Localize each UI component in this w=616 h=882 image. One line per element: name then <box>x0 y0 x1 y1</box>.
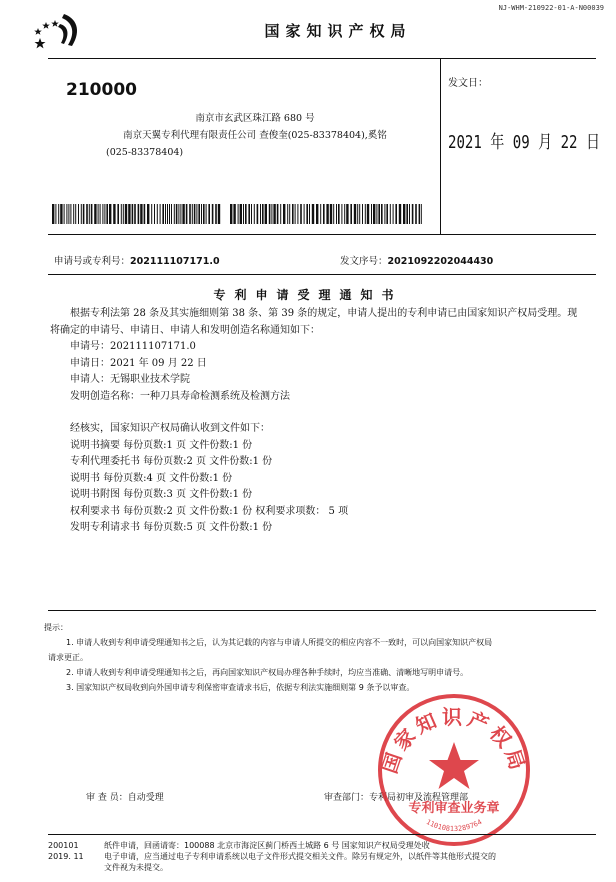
field-application-number: 申请号：202111107171.0 <box>70 341 196 352</box>
form-code: 200101 <box>48 841 79 850</box>
phone-line: (025-83378404) <box>106 147 184 158</box>
examiner: 审 查 员：自动受理 <box>86 793 164 803</box>
agency-line: 南京天翼专利代理有限责任公司 查俊奎(025-83378404),奚铭 <box>123 130 387 141</box>
application-number <box>54 253 220 267</box>
file-item: 权利要求书 每份页数:2 页 文件份数:1 份 权利要求项数： 5 项 <box>70 505 349 517</box>
spacer <box>50 405 586 421</box>
seal-org-text: 国家知识产权局 <box>377 705 531 777</box>
barcode-right <box>230 204 422 224</box>
examining-department: 审查部门：专利局初审及流程管理部 <box>324 793 469 803</box>
serial-number-label: 发文序号： <box>340 256 388 267</box>
footer-row <box>48 851 596 862</box>
svg-text:11010813289764 <box>425 818 483 833</box>
file-item: 说明书 每份页数:4 页 文件份数:1 份 <box>70 472 233 484</box>
footer-electronic-filing: 电子申请，应当通过电子专利申请系统以电子文件形式提交相关文件。除另有规定外，以纸件等其他形式提交的 <box>104 852 496 861</box>
ids-rule <box>48 274 596 275</box>
addressee-block <box>60 110 450 161</box>
serial-number-value: 2021092202044430 <box>387 256 494 267</box>
notes-heading: 提示： <box>44 623 68 632</box>
footer-paper-filing: 纸件申请，回函请寄：100088 北京市海淀区蓟门桥西土城路 6 号 国家知识产权局受理处收 <box>104 841 430 850</box>
field-applicant: 申请人：无锡职业技术学院 <box>70 374 190 385</box>
note-1: 1. 申请人收到专利申请受理通知书之后，认为其记载的内容与申请人所提交的相应内容不一致时，可以向国家知识产权局 <box>66 638 493 647</box>
note-2: 2. 申请人收到专利申请受理通知书之后，再向国家知识产权局办理各种手续时，均应当准确、清晰地写明申请号。 <box>66 668 469 677</box>
notes-rule <box>48 610 596 611</box>
address-rule <box>48 234 596 235</box>
seal-number-text: 11010813289764 <box>424 818 484 833</box>
issuing-organization: 国家知识产权局 <box>264 22 412 40</box>
file-item: 发明专利请求书 每份页数:5 页 文件份数:1 份 <box>70 522 273 533</box>
barcode-left <box>52 204 222 224</box>
footer-rule <box>48 834 596 835</box>
file-item: 说明书摘要 每份页数:1 页 文件份数:1 份 <box>70 439 253 451</box>
field-application-date: 申请日：2021 年 09 月 22 日 <box>70 357 207 369</box>
footer-indent <box>48 862 104 873</box>
footer <box>48 840 596 873</box>
note-1-continued: 请求更正。 <box>48 653 88 662</box>
file-item: 专利代理委托书 每份页数:2 页 文件份数:1 份 <box>70 456 273 467</box>
application-number-label: 申请号或专利号： <box>54 256 131 267</box>
file-item: 说明书附图 每份页数:3 页 文件份数:1 份 <box>70 489 253 500</box>
serial-number <box>340 253 493 267</box>
footer-electronic-filing-continued: 文件视为未提交。 <box>104 863 168 872</box>
footer-row <box>48 862 596 873</box>
note-3: 3. 国家知识产权局收到向外国申请专利保密审查请求书后，依据专利法实施细则第 9 条予以审查。 <box>66 683 415 692</box>
intro-paragraph: 根据专利法第 28 条及其实施细则第 38 条、第 39 条的规定，申请人提出的专利申请已由国家知识产权局受理。现将确定的申请号、申请日、申请人和发明创造名称通知如下： <box>50 308 578 336</box>
notice-title: 专利申请受理通知书 <box>213 288 403 302</box>
document-id: NJ-WHM-210922-01-A-N00039 <box>498 4 604 12</box>
issue-date: 2021 年 09 月 22 日 <box>448 132 601 153</box>
notes-block <box>44 620 588 695</box>
notice-body <box>50 306 586 537</box>
application-number-value: 202111107171.0 <box>130 256 220 267</box>
address-line: 南京市玄武区珠江路 680 号 <box>195 113 315 124</box>
field-invention-title: 发明创造名称：一种刀具寿命检测系统及检测方法 <box>70 390 290 402</box>
seal-unit-text: 专利审查业务章 <box>408 801 500 816</box>
postcode: 210000 <box>66 80 137 100</box>
top-rule <box>48 58 596 59</box>
footer-row <box>48 840 596 851</box>
official-seal-stamp <box>374 690 534 850</box>
form-version: 2019. 11 <box>48 852 84 861</box>
issue-date-label: 发文日： <box>448 78 488 89</box>
received-files-intro: 经核实，国家知识产权局确认收到文件如下： <box>70 423 270 434</box>
